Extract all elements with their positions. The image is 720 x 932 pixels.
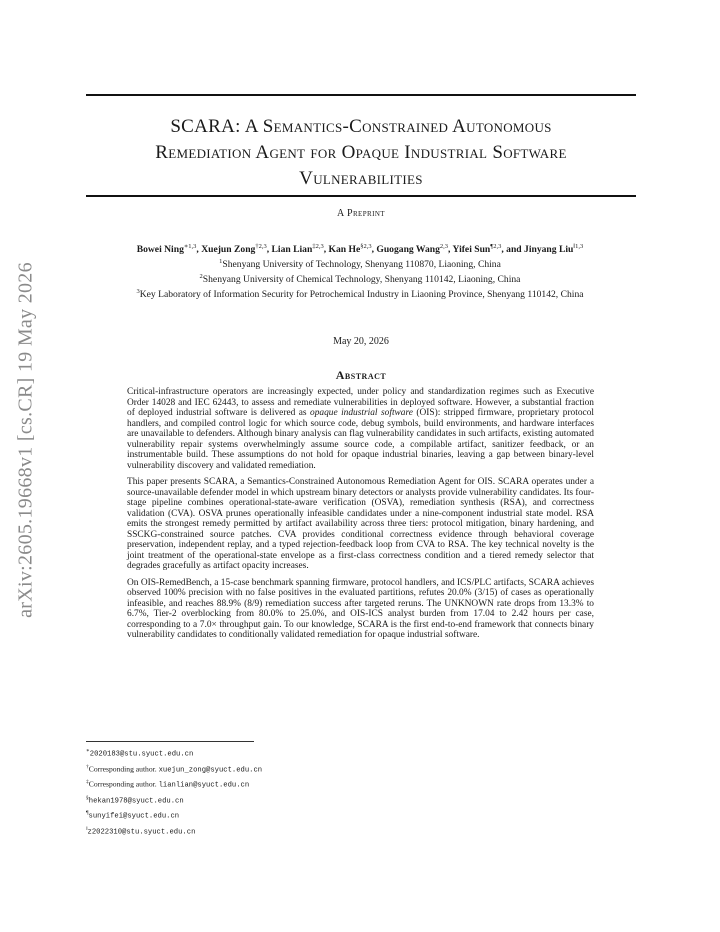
email-address: xuejun_zong@syuct.edu.cn <box>158 766 263 775</box>
title-line-2: Remediation Agent for Opaque Industrial Software <box>155 142 567 163</box>
publication-date: May 20, 2026 <box>333 336 389 347</box>
title-bottom-rule <box>86 195 636 197</box>
footnotes <box>86 745 486 838</box>
footnote: ∗2020183@stu.syuct.edu.cn <box>86 748 194 759</box>
abstract-paragraph-2: This paper presents SCARA, a Semantics-Constrained Autonomous Remediation Agent for OIS. SCARA operates under a source-unavailable defender model in which upstream binary detectors or analysts provide vulnerability candidates. Its four-stage pipeline combines operational-state-aware verification (OSVA), remediation synthesis (RSA), and correctness validation (CVA). OSVA prunes operationally infeasible candidates under a nine-component industrial state model. RSA emits the strongest remedy permitted by artifact availability across three tiers: protocol mitigation, binary hardening, and SSCKG-constrained source patches. CVA provides conditional correctness evidence through behavioral coverage preservation, independent replay, and a typed rejection-feedback loop from CVA to RSA. The key technical novelty is the joint treatment of the operational-state envelope as a first-class correctness condition and a tiered remedy selector that degrades gracefully as artifact opacity increases. <box>127 477 594 571</box>
author: Jinyang Liu$^{‖1,3}$ <box>524 243 584 256</box>
author: Yifei Sun$^{\P 2,3}$, and <box>452 243 525 256</box>
title-line-3: Vulnerabilities <box>299 168 423 189</box>
footnote-rule <box>86 741 254 742</box>
email-address: lianlian@syuct.edu.cn <box>158 781 250 790</box>
author: Kan He$^{\S 2,3}$, <box>328 243 377 256</box>
footnote: †Corresponding author. xuejun_zong@syuct.edu.cn <box>86 763 263 775</box>
affiliation: $^2$Shenyang University of Chemical Technology, Shenyang 110142, Liaoning, China <box>199 273 521 286</box>
emphasis-term: opaque industrial software <box>310 408 413 418</box>
abstract-heading: Abstract <box>335 368 387 382</box>
affiliation: $^3$Key Laboratory of Information Security for Petrochemical Industry in Liaoning Province, Shenyang 110142, China <box>136 288 584 301</box>
author-list <box>60 242 660 255</box>
email-address: hekan1978@syuct.edu.cn <box>88 797 184 806</box>
paper-title <box>86 114 636 192</box>
footnote: ‖z2022310@stu.syuct.edu.cn <box>86 825 196 837</box>
author: Guogang Wang$^{2,3}$, <box>376 243 453 256</box>
preprint-label: A Preprint <box>337 208 385 219</box>
title-top-rule <box>86 94 636 96</box>
email-address: z2022310@stu.syuct.edu.cn <box>87 828 196 837</box>
abstract-paragraph-3: On OIS-RemedBench, a 15-case benchmark spanning firmware, protocol handlers, and ICS/PLC artifacts, SCARA achieves observed 100% precision with no false positives in the evaluated partitions, refutes 20.0% (3/15) of cases as operationally infeasible, and reaches 88.9% (8/9) remediation success after targeted reruns. The UNKNOWN rate drops from 13.3% to 6.7%, Tier-2 overblocking from 80.0% to 25.0%, and OIS-ICS analyst burden from 17.04 to 2.42 hours per case, corresponding to a 7.0× throughput gain. To our knowledge, SCARA is the first end-to-end framework that connects binary vulnerability candidates to conditionally validated remediation for opaque industrial software. <box>127 577 594 640</box>
arxiv-sidebar-stamp <box>8 260 44 620</box>
footnote: ¶sunyifei@syuct.edu.cn <box>86 810 180 821</box>
author: Xuejun Zong$^{\dagger 2,3}$, <box>201 243 272 256</box>
arxiv-identifier: arXiv:2605.19668v1 [cs.CR] 19 May 2026 <box>14 262 37 618</box>
email-address: 2020183@stu.syuct.edu.cn <box>89 750 194 759</box>
author: Lian Lian$^{\ddagger 2,3}$, <box>271 243 329 256</box>
title-line-1: SCARA: A Semantics-Constrained Autonomous <box>170 116 552 137</box>
affiliation: $^1$Shenyang University of Technology, Shenyang 110870, Liaoning, China <box>219 258 501 271</box>
author: Bowei Ning$^{∗1,3}$, <box>136 243 202 256</box>
affiliation-list <box>60 256 660 302</box>
abstract-body <box>127 387 594 647</box>
abstract-paragraph-1: Critical-infrastructure operators are increasingly expected, under policy and standardization regimes such as Executive Order 14028 and IEC 62443, to assess and remediate vulnerabilities in deployed software. However, a substantial fraction of deployed industrial software is delivered as opaque industrial software (OIS): stripped firmware, proprietary protocol handlers, and compiled control logic for which source code, debug symbols, build environments, and hardware interfaces are unavailable to defenders. Although binary analysis can flag vulnerability candidates in such artifacts, existing automated vulnerability repair systems overwhelmingly assume source code, a compilable artifact, sanitizer feedback, or an instrumentable build. These assumptions do not hold for opaque industrial binaries, leaving a gap between binary-level vulnerability discovery and validated remediation. <box>127 387 594 471</box>
email-address: sunyifei@syuct.edu.cn <box>88 812 180 821</box>
footnote: §hekan1978@syuct.edu.cn <box>86 794 184 806</box>
footnote: ‡Corresponding author. lianlian@syuct.edu.cn <box>86 779 250 790</box>
